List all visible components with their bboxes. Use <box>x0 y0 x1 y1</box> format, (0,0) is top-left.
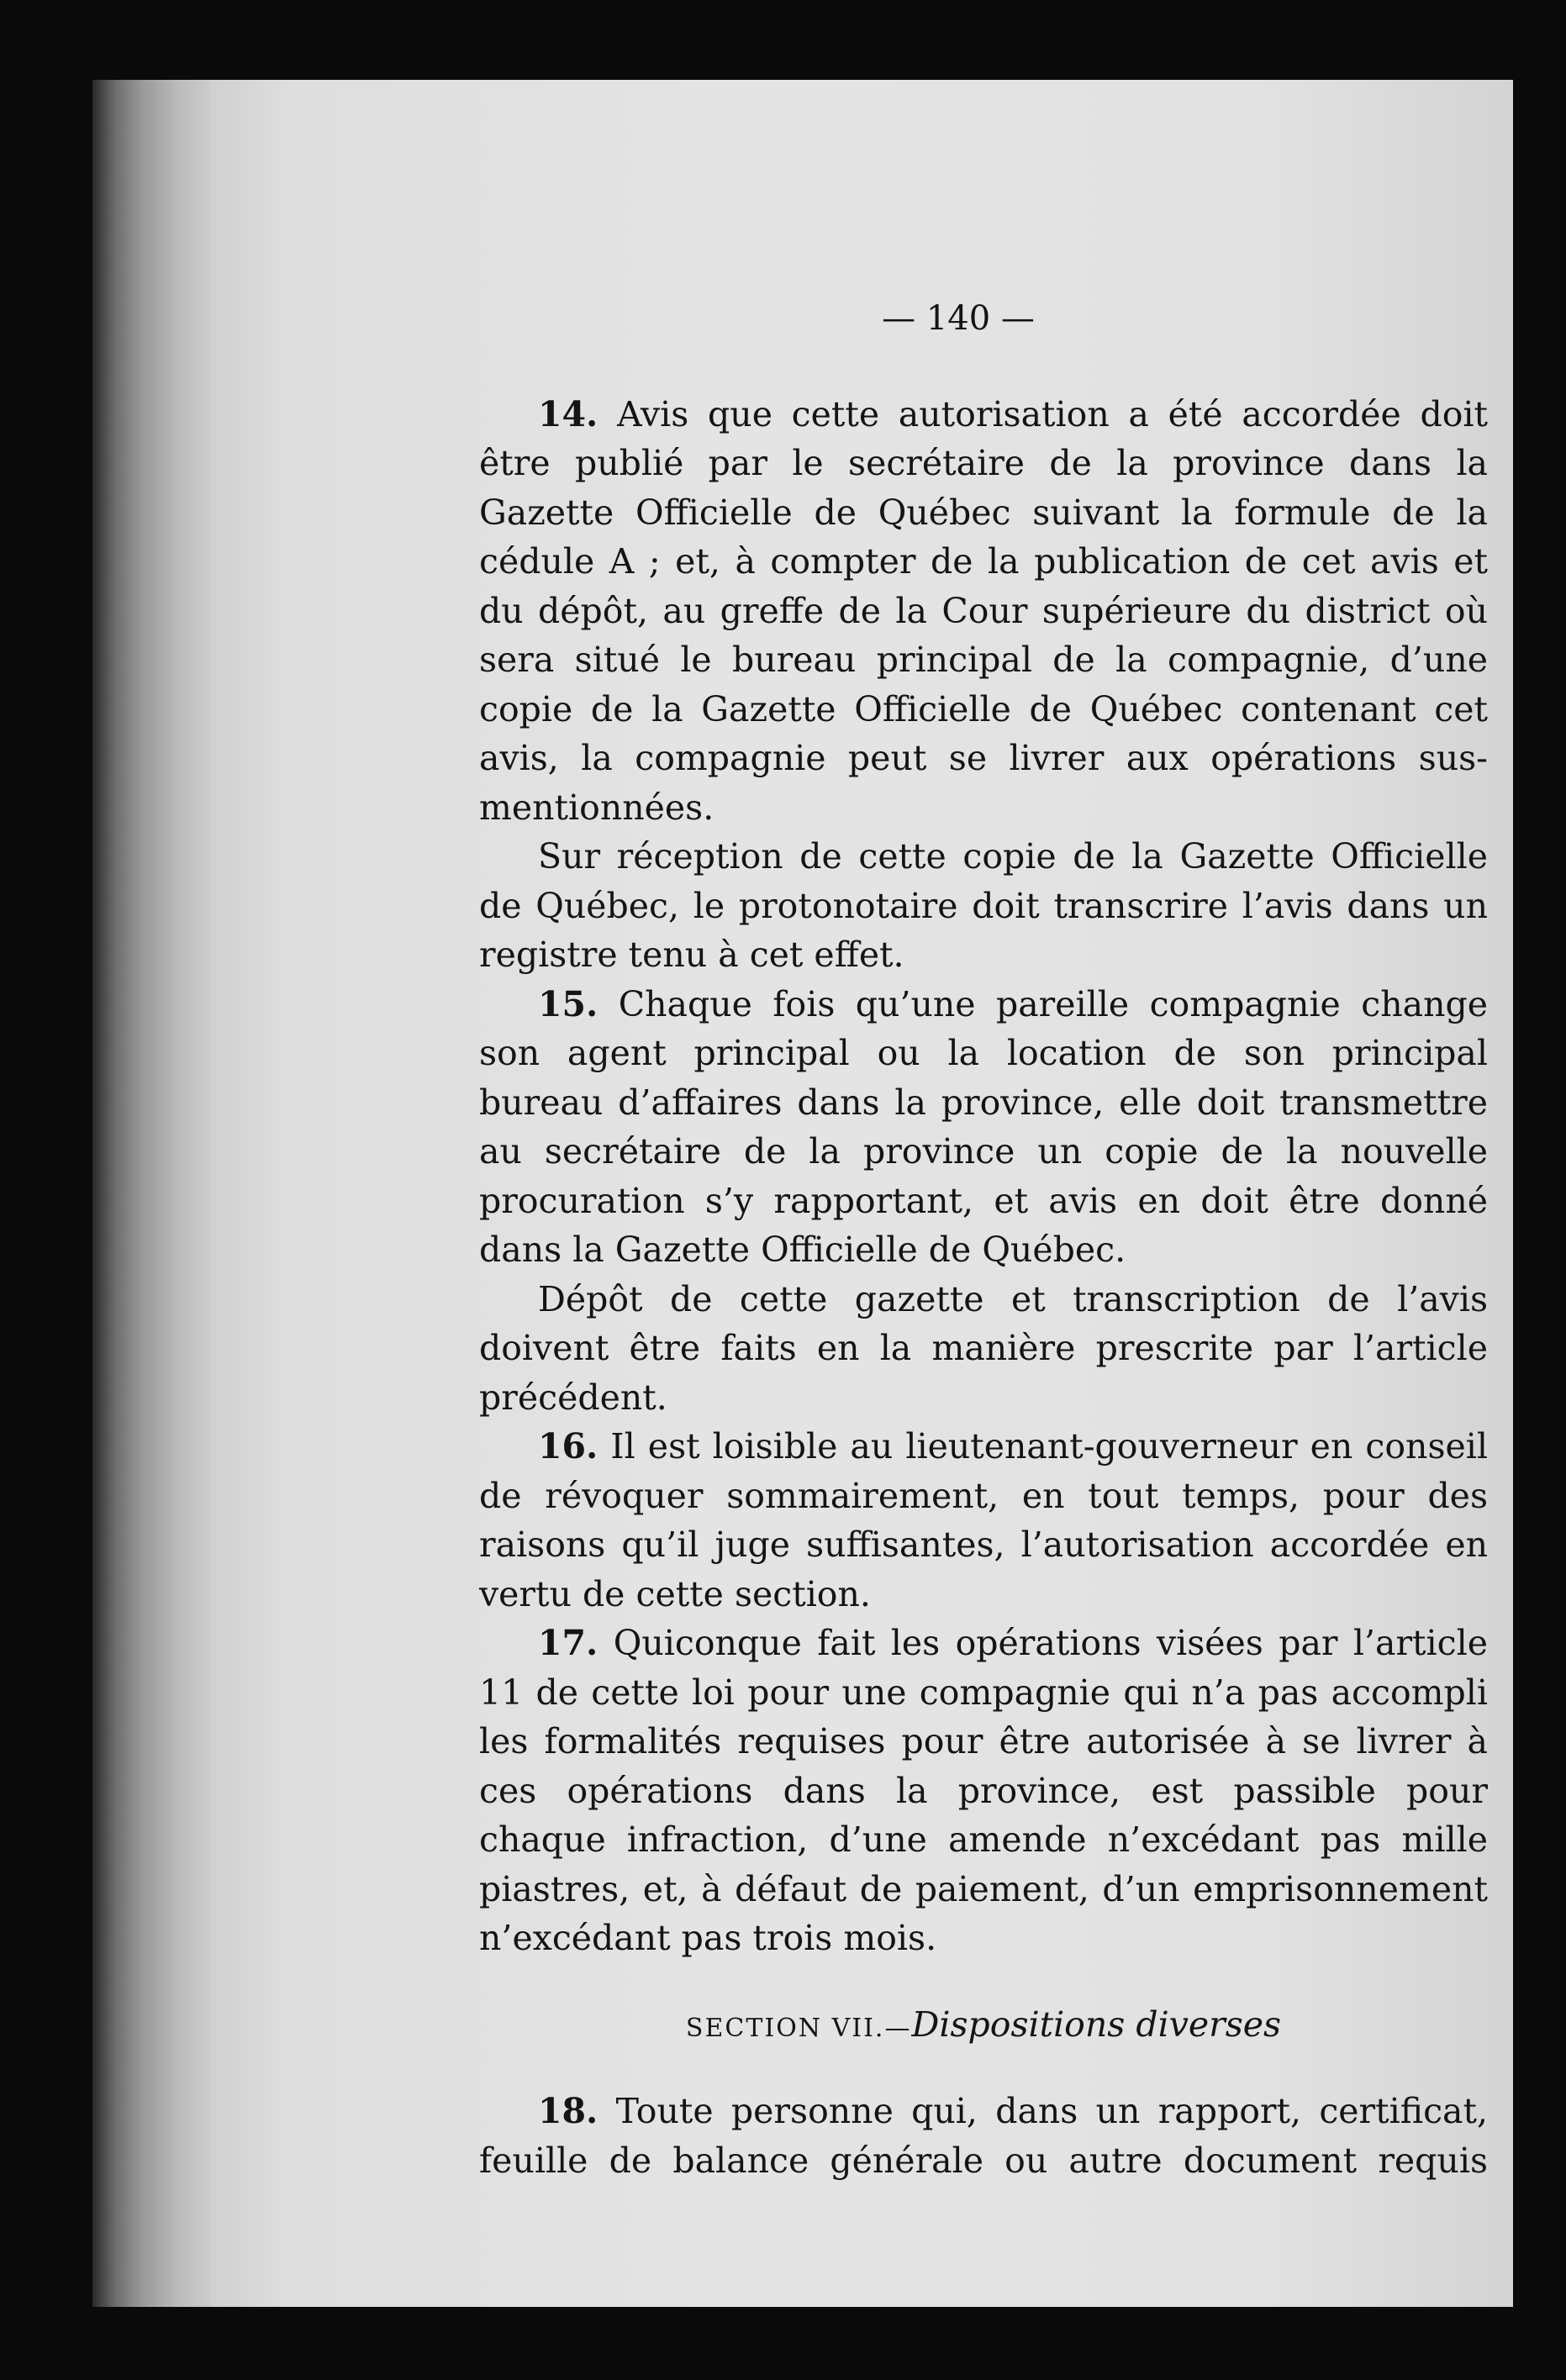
article-text: Il est loisible au lieutenant-gouverneur en conseil de révoquer sommairement, en tout temps, pour des raisons qu’il juge suffisantes, l’autorisation accordée en vertu de cette section. <box>479 1426 1488 1614</box>
section-label: SECTION VII.— <box>685 2013 912 2043</box>
article-14-paragraph-2 <box>479 832 1488 980</box>
section-heading <box>479 2000 1488 2054</box>
article-number: 15. <box>538 983 598 1024</box>
page-text <box>479 294 1488 2185</box>
article-18 <box>479 2087 1488 2185</box>
article-number: 16. <box>538 1426 598 1466</box>
article-16 <box>479 1422 1488 1619</box>
article-number: 18. <box>538 2091 598 2131</box>
page-number: — 140 — <box>882 299 1035 338</box>
article-text: Avis que cette autorisation a été accordée doit être publié par le secrétaire de la province dans la Gazette Officielle de Québec suivant la formule de la cédule A ; et, à compter de la publication de cet avis et du dépôt, au greffe de la Cour supérieure du district où sera situé le bureau principal de la compagnie, d’une copie de la Gazette Officielle de Québec contenant cet avis, la compagnie peut se livrer aux opérations sus-mentionnées. <box>479 393 1488 828</box>
article-15 <box>479 980 1488 1275</box>
section-title: Dispositions diverses <box>911 2004 1282 2045</box>
article-14 <box>479 390 1488 833</box>
article-text: Toute personne qui, dans un rapport, certificat, feuille de balance générale ou autre document requis <box>479 2091 1488 2181</box>
article-text: Dépôt de cette gazette et transcription de l’avis doivent être faits en la manière prescrite par l’article précédent. <box>479 1278 1488 1418</box>
article-number: 14. <box>538 393 598 434</box>
article-text: Sur réception de cette copie de la Gazette Officielle de Québec, le protonotaire doit transcrire l’avis dans un registre tenu à cet effet. <box>479 836 1488 975</box>
article-number: 17. <box>538 1623 598 1663</box>
article-17 <box>479 1619 1488 1963</box>
article-text: Chaque fois qu’une pareille compagnie change son agent principal ou la location de son principal bureau d’affaires dans la province, elle doit transmettre au secrétaire de la province un copie de la nouvelle procuration s’y rapportant, et avis en doit être donné dans la Gazette Officielle de Québec. <box>479 983 1488 1270</box>
book-gutter <box>92 80 219 2307</box>
article-text: Quiconque fait les opérations visées par l’article 11 de cette loi pour une compagnie qui n’a pas accompli les formalités requises pour être autorisée à se livrer à ces opérations dans la province, est passible pour chaque infraction, d’une amende n’excédant pas mille piastres, et, à défaut de paiement, d’un emprisonnement n’excédant pas trois mois. <box>479 1623 1488 1958</box>
article-15-paragraph-2 <box>479 1275 1488 1423</box>
